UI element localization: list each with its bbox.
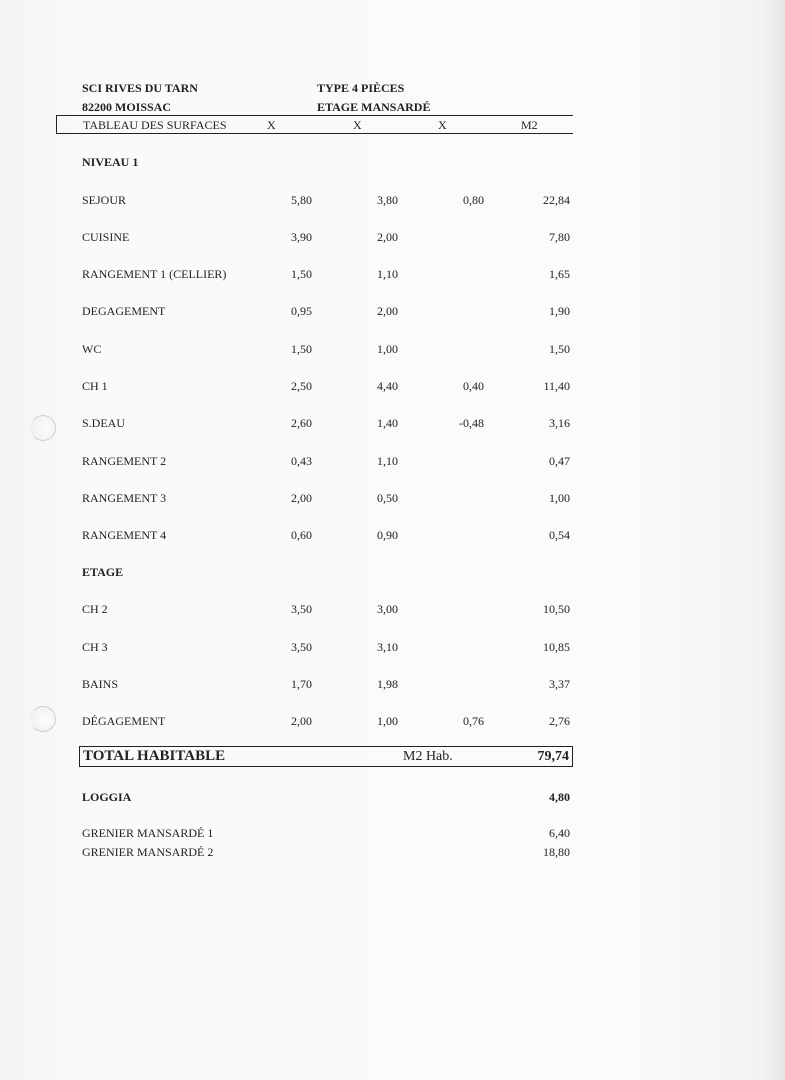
row-label: CH 1 <box>82 379 108 393</box>
punch-hole-top <box>30 415 56 441</box>
row-dim-a: 2,60 <box>291 416 312 430</box>
row-dim-b: 1,98 <box>377 677 398 691</box>
row-dim-b: 4,40 <box>377 379 398 393</box>
row-dim-b: 3,80 <box>377 193 398 207</box>
row-dim-c: 0,40 <box>463 379 484 393</box>
row-area: 7,80 <box>549 230 570 244</box>
column-header-x2: X <box>353 118 362 132</box>
row-dim-a: 3,50 <box>291 640 312 654</box>
row-dim-b: 1,00 <box>377 342 398 356</box>
table-title: TABLEAU DES SURFACES <box>83 118 227 132</box>
page-edge-shadow <box>763 0 785 1080</box>
row-label: SEJOUR <box>82 193 127 207</box>
row-dim-a: 2,00 <box>291 491 312 505</box>
apartment-floor: ETAGE MANSARDÉ <box>317 100 431 114</box>
row-area: 0,54 <box>549 528 570 542</box>
row-dim-a: 0,60 <box>291 528 312 542</box>
row-dim-b: 2,00 <box>377 304 398 318</box>
row-label: DÉGAGEMENT <box>82 714 166 728</box>
row-dim-b: 1,00 <box>377 714 398 728</box>
row-area: 0,47 <box>549 454 570 468</box>
loggia-label: LOGGIA <box>82 790 132 804</box>
row-dim-a: 1,50 <box>291 342 312 356</box>
grenier-label: GRENIER MANSARDÉ 1 <box>82 826 214 840</box>
row-dim-a: 1,50 <box>291 267 312 281</box>
company-city: 82200 MOISSAC <box>82 100 172 114</box>
row-label: BAINS <box>82 677 119 691</box>
row-label: WC <box>82 342 102 356</box>
apartment-type: TYPE 4 PIÈCES <box>317 81 405 95</box>
row-dim-c: 0,80 <box>463 193 484 207</box>
grenier-label: GRENIER MANSARDÉ 2 <box>82 845 214 859</box>
grenier-value: 6,40 <box>549 826 570 840</box>
row-label: RANGEMENT 1 (CELLIER) <box>82 267 227 281</box>
row-area: 1,00 <box>549 491 570 505</box>
total-label: TOTAL HABITABLE <box>83 748 226 764</box>
column-header-x1: X <box>267 118 276 132</box>
row-label: DEGAGEMENT <box>82 304 166 318</box>
row-dim-c: 0,76 <box>463 714 484 728</box>
section-niveau-1: NIVEAU 1 <box>82 155 139 169</box>
row-area: 10,85 <box>543 640 570 654</box>
row-area: 2,76 <box>549 714 570 728</box>
row-dim-a: 5,80 <box>291 193 312 207</box>
row-area: 1,50 <box>549 342 570 356</box>
row-dim-b: 1,10 <box>377 454 398 468</box>
row-area: 22,84 <box>543 193 570 207</box>
row-area: 3,37 <box>549 677 570 691</box>
row-dim-a: 3,90 <box>291 230 312 244</box>
column-header-m2: M2 <box>521 118 538 132</box>
row-area: 10,50 <box>543 602 570 616</box>
row-label: CUISINE <box>82 230 130 244</box>
row-dim-a: 0,43 <box>291 454 312 468</box>
row-dim-b: 2,00 <box>377 230 398 244</box>
row-dim-b: 3,10 <box>377 640 398 654</box>
row-area: 1,90 <box>549 304 570 318</box>
company-name: SCI RIVES DU TARN <box>82 81 198 95</box>
row-dim-b: 0,90 <box>377 528 398 542</box>
total-unit: M2 Hab. <box>403 749 453 764</box>
row-dim-b: 1,10 <box>377 267 398 281</box>
row-label: CH 3 <box>82 640 108 654</box>
column-header-x3: X <box>438 118 447 132</box>
row-dim-b: 0,50 <box>377 491 398 505</box>
row-dim-c: -0,48 <box>459 416 484 430</box>
row-dim-a: 0,95 <box>291 304 312 318</box>
row-dim-a: 1,70 <box>291 677 312 691</box>
row-area: 1,65 <box>549 267 570 281</box>
row-dim-a: 2,00 <box>291 714 312 728</box>
row-label: RANGEMENT 3 <box>82 491 167 505</box>
row-dim-b: 1,40 <box>377 416 398 430</box>
row-label: RANGEMENT 2 <box>82 454 167 468</box>
row-area: 3,16 <box>549 416 570 430</box>
section-etage: ETAGE <box>82 565 124 579</box>
row-dim-a: 2,50 <box>291 379 312 393</box>
row-label: CH 2 <box>82 602 108 616</box>
row-area: 11,40 <box>543 379 570 393</box>
row-dim-a: 3,50 <box>291 602 312 616</box>
row-label: S.DEAU <box>82 416 126 430</box>
row-label: RANGEMENT 4 <box>82 528 167 542</box>
punch-hole-bottom <box>30 706 56 732</box>
row-dim-b: 3,00 <box>377 602 398 616</box>
total-value: 79,74 <box>537 749 569 764</box>
grenier-value: 18,80 <box>543 845 570 859</box>
loggia-value: 4,80 <box>549 790 570 804</box>
